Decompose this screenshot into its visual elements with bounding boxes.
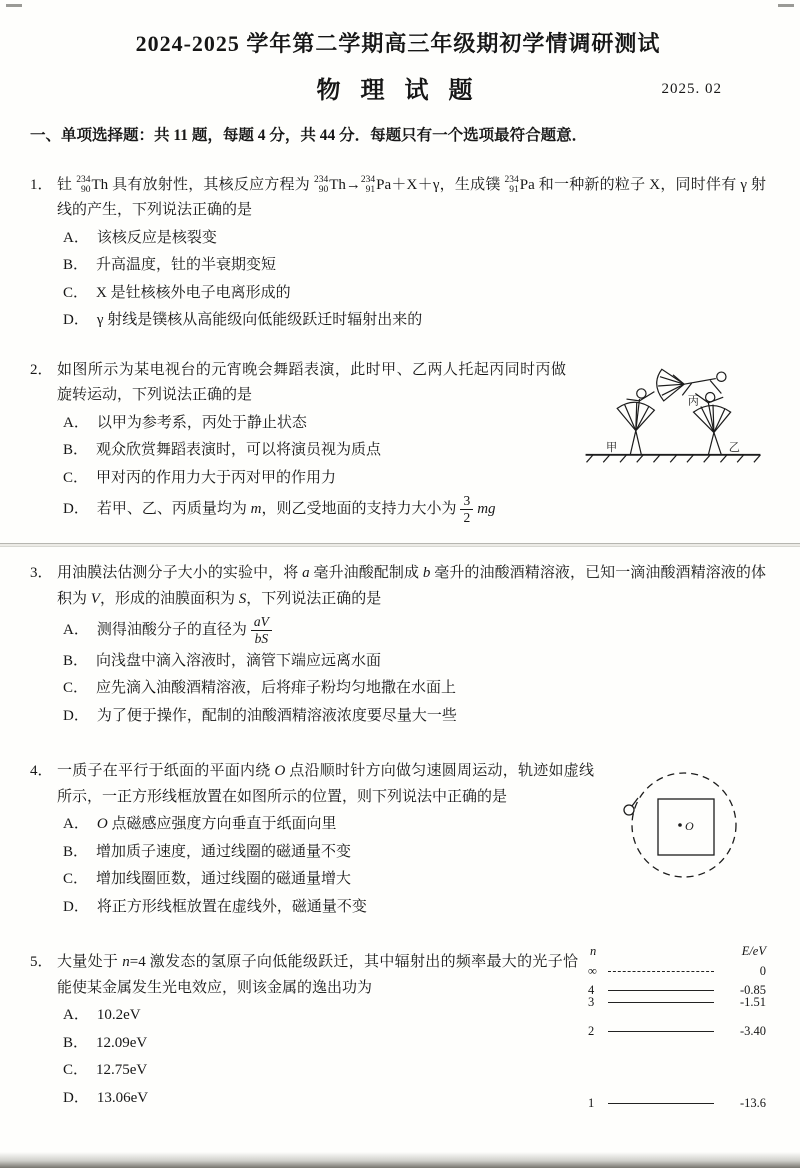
option-label: C．	[63, 680, 89, 696]
question-3	[30, 561, 766, 729]
label-yi: 乙	[728, 442, 740, 455]
level-line	[608, 1103, 714, 1104]
option-text-part: ，则乙受地面的支持力大小为	[261, 500, 457, 517]
question-number: 5．	[30, 954, 53, 970]
variable-O: O	[274, 763, 286, 779]
option-label: B．	[63, 652, 89, 669]
question-stem	[57, 173, 766, 224]
option-label: B．	[63, 1034, 89, 1051]
option-text: 12.09eV	[96, 1034, 148, 1051]
option-label: D．	[63, 1089, 89, 1106]
nuclide-numbers	[76, 175, 90, 196]
question-number: 4．	[30, 763, 53, 779]
variable-n: n	[122, 954, 130, 970]
energy-level-diagram	[588, 944, 766, 1120]
stem-text: ，下列说法正确的是	[246, 590, 382, 607]
option-c	[57, 676, 766, 702]
option-text	[96, 493, 496, 525]
exam-date: 2025. 02	[661, 81, 722, 98]
option-text: 应先滴入油酸酒精溶液，后将痱子粉均匀地撒在水面上	[96, 680, 457, 696]
mass-number: 234	[313, 174, 329, 185]
dashed-orbit-circle	[632, 773, 736, 877]
mass-number: 234	[504, 174, 519, 185]
atomic-number: 91	[509, 184, 519, 195]
option-text	[96, 614, 276, 646]
energy-level-3	[588, 995, 766, 1010]
option-text-part: 测得油酸分子的直径为	[96, 621, 247, 638]
option-text: 甲对丙的作用力大于丙对甲的作用力	[96, 469, 337, 486]
option-text: 该核反应是核裂变	[96, 229, 217, 246]
atomic-number: 90	[80, 184, 91, 195]
level-n: 2	[588, 1024, 595, 1038]
stem-text: 大量处于	[57, 954, 123, 970]
energy-level-infinity	[588, 964, 766, 979]
option-label: A．	[63, 414, 89, 431]
orbit-figure	[608, 755, 748, 893]
stem-text: 一质子在平行于纸面的平面内绕	[57, 763, 275, 779]
element-symbol: Pa	[376, 176, 392, 193]
energy-level-2	[588, 1024, 766, 1039]
dancers-figure-svg	[580, 354, 766, 472]
option-label: B．	[63, 442, 89, 459]
level-line	[608, 1002, 714, 1003]
label-jia: 甲	[606, 442, 618, 455]
option-d	[57, 704, 766, 730]
level-energy: -13.6	[739, 1096, 766, 1110]
option-text: 增加线圈匝数，通过线圈的磁通量增大	[96, 871, 352, 887]
option-label: D．	[63, 312, 89, 329]
dancers-figure	[580, 354, 766, 472]
level-energy: 0	[759, 964, 766, 978]
level-line	[608, 971, 714, 972]
option-label: C．	[63, 1062, 89, 1078]
stem-text: ＋X＋γ，生成镤	[391, 176, 505, 193]
nuclide-th-234	[314, 173, 346, 199]
axis-label-n: n	[590, 944, 597, 958]
subtitle-row	[30, 71, 766, 105]
fraction-three-halves	[460, 493, 473, 525]
option-d	[57, 493, 766, 525]
question-2	[30, 358, 766, 526]
variable-V: V	[90, 590, 100, 607]
stem-text: 和一种新的粒子 X，同时伴有 γ 射线的产生，下列说法正确的是	[57, 176, 766, 219]
variable-m: m	[250, 500, 262, 517]
option-a	[57, 614, 766, 646]
option-text: 增加质子速度，通过线圈的磁通量不变	[96, 843, 352, 860]
option-label: C．	[63, 469, 89, 486]
stem-text: 点沿顺时针方向做匀速圆周运动，轨迹如虚线所示，一正方形线框放置在如图所示的位置，则下列说法中正确的是	[57, 763, 594, 805]
fraction-aV-bS	[251, 614, 272, 646]
center-label-O: O	[685, 819, 694, 833]
option-b	[57, 253, 766, 279]
scan-artifact-bottom	[0, 1152, 800, 1168]
question-4	[30, 759, 766, 920]
option-label: D．	[63, 707, 89, 724]
page-subtitle: 物 理 试 题	[316, 77, 480, 104]
stem-text: 毫升的油酸酒精溶液，已知一滴油酸酒精溶液的体积为	[57, 565, 766, 607]
nuclide-numbers	[505, 175, 519, 196]
level-energy: -3.40	[739, 1024, 766, 1038]
label-bing: 丙	[687, 395, 700, 408]
level-energy: -0.85	[739, 983, 766, 997]
fraction-denominator: bS	[254, 630, 269, 646]
options	[57, 226, 766, 334]
stem-text: =4 激发态的氢原子向低能级跃迁，其中辐射出的频率最大的光子恰能使某金属发生光电效应，则该金属的逸出功为	[57, 954, 578, 996]
option-text-part: 点磁感应强度方向垂直于纸面向里	[107, 816, 337, 832]
element-symbol: Pa	[519, 176, 535, 193]
stem-text: ，形成的油膜面积为	[99, 590, 239, 607]
page-title: 2024-2025 学年第二学期高三年级期初学情调研测试	[135, 31, 661, 56]
mass-number: 234	[360, 174, 376, 185]
element-symbol: Th	[329, 176, 346, 193]
option-text: 升高温度，钍的半衰期变短	[96, 257, 277, 274]
option-text: 为了便于操作，配制的油酸酒精溶液浓度要尽量大一些	[96, 707, 457, 724]
level-n: 3	[588, 995, 595, 1009]
scan-artifact-top-right	[778, 4, 794, 7]
level-n: ∞	[588, 964, 597, 978]
option-label: B．	[63, 257, 89, 274]
option-c	[57, 281, 766, 307]
scan-artifact-line	[0, 543, 800, 547]
option-label: D．	[63, 500, 89, 517]
reaction-arrow: →	[345, 176, 361, 193]
question-number: 1．	[30, 176, 53, 193]
nuclide-th-234	[76, 173, 108, 199]
option-text: X 是钍核核外电子电离形成的	[96, 284, 291, 301]
option-b	[57, 649, 766, 675]
question-1	[30, 173, 766, 334]
option-text: 将正方形线框放置在虚线外，磁通量不变	[96, 898, 367, 915]
nuclide-pa-234	[361, 173, 391, 199]
level-energy: -1.51	[739, 995, 766, 1009]
question-number: 2．	[30, 361, 53, 378]
option-text	[97, 816, 337, 832]
header	[30, 30, 766, 105]
question-5	[30, 944, 766, 1111]
option-text: 向浅盘中滴入溶液时，滴管下端应远离水面	[96, 652, 382, 669]
option-label: D．	[63, 898, 89, 915]
element-symbol: Th	[91, 176, 109, 193]
variable-a: a	[302, 565, 310, 582]
axis-label-E: E/eV	[741, 944, 766, 958]
mass-number: 234	[76, 174, 91, 185]
option-label: A．	[63, 229, 89, 246]
option-label: C．	[63, 871, 89, 887]
option-text: 以甲为参考系，丙处于静止状态	[96, 414, 307, 431]
stem-text: 毫升油酸配制成	[309, 565, 423, 582]
option-label: A．	[63, 1007, 89, 1023]
scan-artifact-top-left	[6, 4, 22, 7]
option-label: A．	[63, 621, 89, 638]
nuclide-pa-234	[505, 173, 535, 199]
ground-hatching	[587, 455, 761, 462]
nuclide-numbers	[314, 175, 328, 196]
question-stem	[57, 561, 766, 612]
variable-b: b	[422, 565, 431, 582]
stem-text: 用油膜法估测分子大小的实验中，将	[57, 565, 303, 582]
option-text: 观众欣赏舞蹈表演时，可以将演员视为质点	[96, 442, 382, 459]
energy-level-1	[588, 1096, 766, 1111]
question-stem: 如图所示为某电视台的元宵晚会舞蹈表演，此时甲、乙两人托起丙同时丙做旋转运动，下列说法正确的是	[57, 361, 566, 404]
option-d	[57, 308, 766, 334]
atomic-number: 90	[318, 184, 329, 195]
option-label: A．	[63, 816, 89, 832]
option-label: C．	[63, 284, 89, 301]
option-d	[57, 895, 766, 921]
option-label: B．	[63, 843, 89, 860]
variable-mg: mg	[477, 500, 496, 517]
dancer-jia	[617, 389, 654, 455]
option-text: γ 射线是镤核从高能级向低能级跃迁时辐射出来的	[96, 312, 423, 329]
question-number: 3．	[30, 565, 53, 582]
level-n: 4	[588, 983, 595, 997]
stem-text: 钍	[57, 176, 77, 193]
fraction-numerator: 3	[460, 493, 473, 510]
variable-O: O	[96, 816, 108, 832]
level-line	[608, 1031, 714, 1032]
option-text-part: 若甲、乙、丙质量均为	[96, 500, 251, 517]
options	[57, 614, 766, 729]
level-line	[608, 990, 714, 991]
stem-text: 具有放射性，其核反应方程为	[108, 176, 314, 193]
option-a	[57, 226, 766, 252]
section-heading: 一、单项选择题：共 11 题，每题 4 分，共 44 分．每题只有一个选项最符合题意．	[30, 126, 588, 144]
option-text: 10.2eV	[96, 1007, 141, 1023]
variable-S: S	[238, 590, 247, 607]
center-dot	[678, 823, 682, 827]
fraction-denominator: 2	[463, 509, 471, 525]
atomic-number: 91	[365, 184, 376, 195]
nuclide-numbers	[361, 175, 375, 196]
level-n: 1	[588, 1096, 595, 1110]
option-text: 13.06eV	[96, 1089, 149, 1106]
fraction-numerator: aV	[251, 614, 272, 631]
orbit-figure-svg	[608, 755, 748, 893]
option-text: 12.75eV	[96, 1062, 148, 1078]
